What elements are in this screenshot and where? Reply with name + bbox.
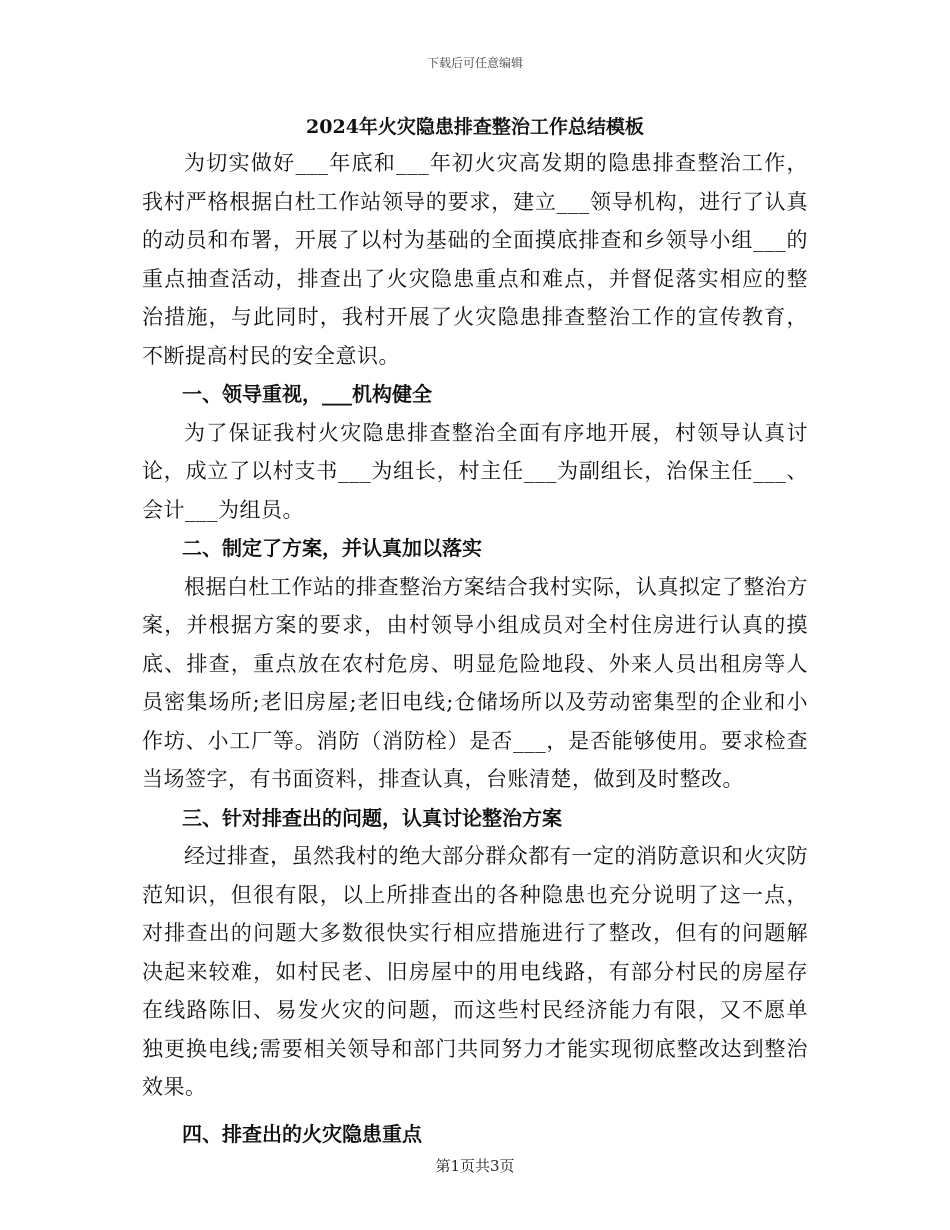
document-body [142, 110, 808, 1153]
section-heading-1: 一、领导重视，___机构健全 [182, 382, 432, 406]
section-heading-2: 二、制定了方案，并认真加以落实 [182, 536, 482, 560]
section-paragraph-1: 为了保证我村火灾隐患排查整治全面有序地开展，村领导认真讨论，成立了以村支书___为组长，村主任___为副组长，治保主任___、会计___为组员。 [142, 420, 808, 522]
section-paragraph-2: 根据白杜工作站的排查整治方案结合我村实际，认真拟定了整治方案，并根据方案的要求，由村领导小组成员对全村住房进行认真的摸底、排查，重点放在农村危房、明显危险地段、外来人员出租房等人员密集场所;老旧房屋;老旧电线;仓储场所以及劳动密集型的企业和小作坊、小工厂等。消防（消防栓）是否___，是否能够使用。要求检查当场签字，有书面资料，排查认真，台账清楚，做到及时整改。 [142, 574, 808, 791]
section-paragraph-3: 经过排查，虽然我村的绝大部分群众都有一定的消防意识和火灾防范知识，但很有限，以上所排查出的各种隐患也充分说明了这一点，对排查出的问题大多数很快实行相应措施进行了整改，但有的问题解决起来较难，如村民老、旧房屋中的用电线路，有部分村民的房屋存在线路陈旧、易发火灾的问题，而这些村民经济能力有限，又不愿单独更换电线;需要相关领导和部门共同努力才能实现彻底整改达到整治效果。 [142, 844, 808, 1099]
section-heading-3: 三、针对排查出的问题，认真讨论整治方案 [182, 805, 562, 830]
section-heading-4: 四、排查出的火灾隐患重点 [182, 1121, 422, 1146]
intro-paragraph: 为切实做好___年底和___年初火灾高发期的隐患排查整治工作，我村严格根据白杜工作站领导的要求，建立___领导机构，进行了认真的动员和布署，开展了以村为基础的全面摸底排查和乡领导小组___的重点抽查活动，排查出了火灾隐患重点和难点，并督促落实相应的整治措施，与此同时，我村开展了火灾隐患排查整治工作的宣传教育，不断提高村民的安全意识。 [142, 151, 808, 368]
document-title: 2024年火灾隐患排查整治工作总结模板 [306, 116, 644, 138]
page-number: 第1页共3页 [435, 1157, 515, 1175]
header-note: 下载后可任意编辑 [426, 56, 523, 70]
